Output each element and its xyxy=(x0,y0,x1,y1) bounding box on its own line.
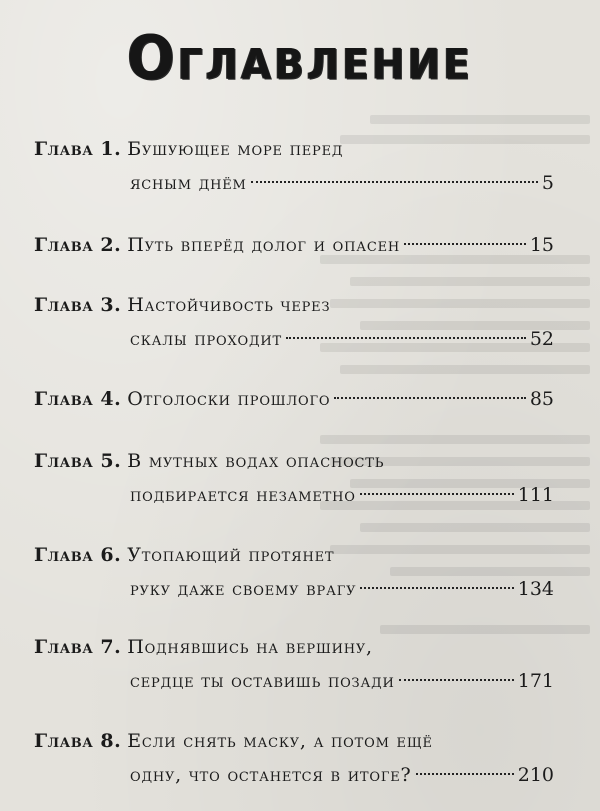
page-number: 171 xyxy=(517,670,554,692)
chapter-number: Глава 2. xyxy=(34,234,122,256)
chapter-title-line1: Бушующее море перед xyxy=(127,138,344,160)
chapter-title-line1: Отголоски прошлого xyxy=(127,388,331,410)
toc-entry-7[interactable] xyxy=(34,630,554,698)
chapter-title-line2: руку даже своему врагу xyxy=(130,578,357,600)
chapter-number: Глава 7. xyxy=(34,636,122,658)
toc-entry-1[interactable] xyxy=(34,132,554,200)
toc-entry-3[interactable] xyxy=(34,288,554,356)
toc-entry-2[interactable] xyxy=(34,228,554,262)
dot-leader xyxy=(399,679,514,681)
dot-leader xyxy=(286,337,526,339)
chapter-number: Глава 4. xyxy=(34,388,122,410)
chapter-title-line1: Настойчивость через xyxy=(127,294,331,316)
page-number: 52 xyxy=(529,328,554,350)
dot-leader xyxy=(251,181,538,183)
chapter-title-line1: Если снять маску, а потом ещё xyxy=(127,730,433,752)
toc-entry-6[interactable] xyxy=(34,538,554,606)
toc-entry-4[interactable] xyxy=(34,382,554,416)
chapter-title-line1: Путь вперёд долог и опасен xyxy=(127,234,401,256)
dot-leader xyxy=(360,587,513,589)
page-number: 111 xyxy=(517,484,554,506)
dot-leader xyxy=(334,397,525,399)
chapter-number: Глава 1. xyxy=(34,138,122,160)
toc-entry-5[interactable] xyxy=(34,444,554,512)
page-number: 15 xyxy=(529,234,554,256)
page-number: 5 xyxy=(541,172,554,194)
dot-leader xyxy=(404,243,526,245)
chapter-title-line1: Поднявшись на вершину, xyxy=(127,636,373,658)
dot-leader xyxy=(360,493,514,495)
chapter-title-line2: одну, что останется в итоге? xyxy=(130,764,412,786)
chapter-title-line2: ясным днём xyxy=(130,172,247,194)
page-number: 210 xyxy=(517,764,554,786)
chapter-title-line2: сердце ты оставишь позади xyxy=(130,670,395,692)
page-number: 85 xyxy=(529,388,554,410)
dot-leader xyxy=(416,773,514,775)
chapter-title-line1: Утопающий протянет xyxy=(127,544,335,566)
chapter-title-line2: подбирается незаметно xyxy=(130,484,356,506)
chapter-number: Глава 8. xyxy=(34,730,122,752)
chapter-title-line1: В мутных водах опасность xyxy=(127,450,385,472)
toc-entry-8[interactable] xyxy=(34,724,554,792)
chapter-number: Глава 5. xyxy=(34,450,122,472)
chapter-number: Глава 3. xyxy=(34,294,122,316)
page-title: Оглавление xyxy=(127,23,473,94)
chapter-title-line2: скалы проходит xyxy=(130,328,282,350)
chapter-number: Глава 6. xyxy=(34,544,122,566)
page-number: 134 xyxy=(517,578,554,600)
